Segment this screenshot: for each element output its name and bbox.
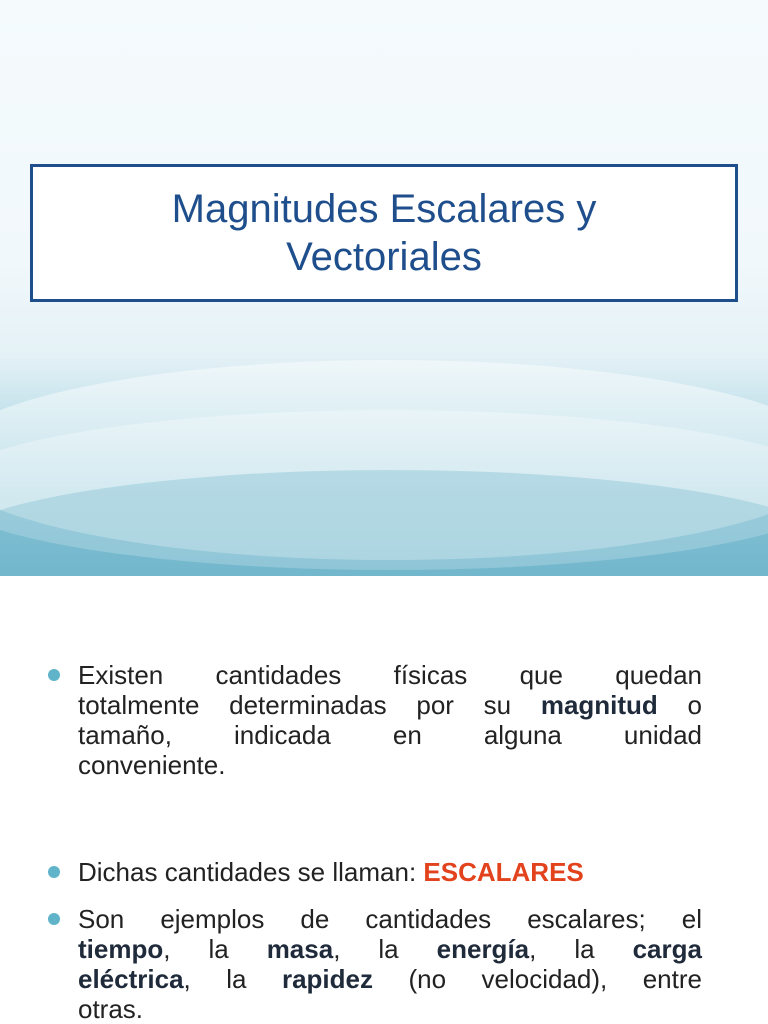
bullet-text: [78, 660, 702, 780]
bullet1-line3: tamaño, indicada en alguna unidad: [78, 720, 702, 750]
separator: , la: [163, 934, 267, 964]
keyword-rapidez: rapidez: [281, 964, 373, 994]
background-wave: [0, 470, 768, 576]
separator: , la: [183, 964, 282, 994]
bullet3-tail: (no velocidad), entre: [372, 964, 702, 994]
bullet3-line4: otras.: [78, 994, 144, 1024]
bullet1-line2-end: o: [657, 690, 702, 720]
title-box: [30, 164, 738, 302]
keyword-energia: energía: [436, 934, 530, 964]
bullet-item-1: [48, 660, 702, 780]
keyword-electrica: eléctrica: [78, 964, 184, 994]
bullet-text: [78, 857, 702, 887]
bullet-item-2: [48, 857, 702, 887]
bullet1-line2: totalmente determinadas por su: [78, 690, 541, 720]
bullet1-line1: Existen cantidades físicas que quedan: [78, 660, 702, 690]
escalares-highlight: ESCALARES: [423, 857, 584, 887]
bullet-dot-icon: [48, 669, 60, 681]
bullet-dot-icon: [48, 866, 60, 878]
bullet-item-3: [48, 904, 702, 1024]
slide-title: [172, 185, 597, 281]
bullet-text: [78, 904, 702, 1024]
separator: , la: [529, 934, 633, 964]
title-line-2: Vectoriales: [286, 235, 482, 279]
keyword-magnitud: magnitud: [540, 690, 658, 720]
bullet3-line1: Son ejemplos de cantidades escalares; el: [78, 904, 702, 934]
bullet2-text: Dichas cantidades se llaman:: [78, 857, 424, 887]
keyword-tiempo: tiempo: [78, 934, 164, 964]
keyword-carga: carga: [632, 934, 702, 964]
keyword-masa: masa: [266, 934, 334, 964]
bullet-dot-icon: [48, 913, 60, 925]
content-slide: [0, 576, 768, 1024]
title-line-1: Magnitudes Escalares y: [171, 187, 597, 231]
separator: , la: [333, 934, 437, 964]
bullet1-line4: conveniente.: [78, 750, 226, 780]
